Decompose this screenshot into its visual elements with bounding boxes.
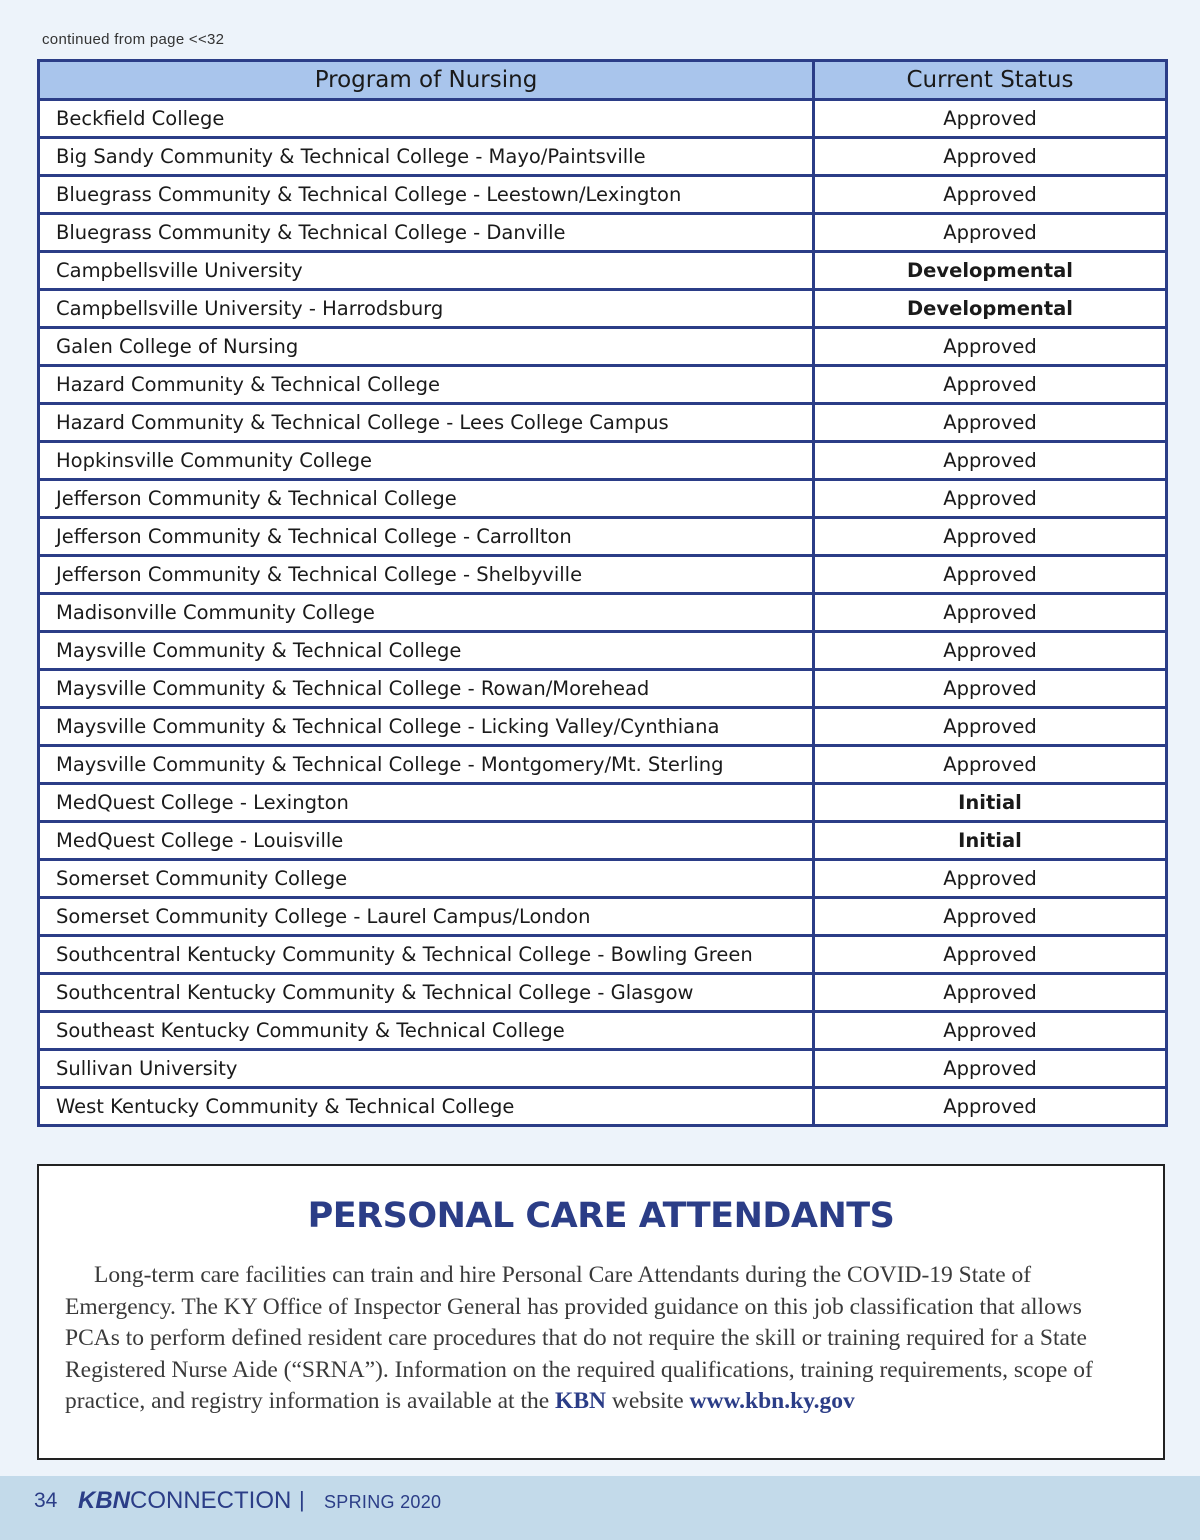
program-status: Approved xyxy=(814,974,1167,1012)
program-status: Developmental xyxy=(814,290,1167,328)
program-name: West Kentucky Community & Technical College xyxy=(39,1088,814,1126)
pca-body xyxy=(65,1260,1133,1418)
table-row xyxy=(39,1012,1167,1050)
footer-separator: | xyxy=(299,1487,305,1512)
program-name: Campbellsville University xyxy=(39,252,814,290)
table-body xyxy=(39,100,1167,1126)
program-name: Southeast Kentucky Community & Technical College xyxy=(39,1012,814,1050)
table-row xyxy=(39,214,1167,252)
program-status: Approved xyxy=(814,214,1167,252)
program-status: Approved xyxy=(814,138,1167,176)
program-status: Initial xyxy=(814,822,1167,860)
table-row xyxy=(39,442,1167,480)
table-row xyxy=(39,670,1167,708)
program-status: Approved xyxy=(814,860,1167,898)
column-header-program: Program of Nursing xyxy=(39,61,814,100)
program-name: Somerset Community College xyxy=(39,860,814,898)
table-header-row xyxy=(39,61,1167,100)
program-status: Approved xyxy=(814,708,1167,746)
publication-logo xyxy=(78,1487,291,1515)
program-status: Approved xyxy=(814,404,1167,442)
program-name: Galen College of Nursing xyxy=(39,328,814,366)
table-row xyxy=(39,366,1167,404)
program-status: Developmental xyxy=(814,252,1167,290)
program-name: Jefferson Community & Technical College - Shelbyville xyxy=(39,556,814,594)
program-name: Maysville Community & Technical College xyxy=(39,632,814,670)
program-name: Jefferson Community & Technical College - Carrollton xyxy=(39,518,814,556)
program-name: Hazard Community & Technical College - Lees College Campus xyxy=(39,404,814,442)
program-status: Approved xyxy=(814,594,1167,632)
program-name: Southcentral Kentucky Community & Technical College - Glasgow xyxy=(39,974,814,1012)
program-status: Approved xyxy=(814,556,1167,594)
table-row xyxy=(39,290,1167,328)
nursing-programs-table xyxy=(37,59,1168,1127)
pca-title: PERSONAL CARE ATTENDANTS xyxy=(307,1196,895,1236)
table-row xyxy=(39,822,1167,860)
program-name: Hopkinsville Community College xyxy=(39,442,814,480)
program-status: Approved xyxy=(814,366,1167,404)
pca-body-text: Long-term care facilities can train and hire Personal Care Attendants during the COVID-19 State of Emergency. The KY Office of Inspector General has provided guidance on this job classification that allows PCAs to perform defined resident care procedures that do not require the skill or training required for a State Registered Nurse Aide (“SRNA”). Information on the required qualifications, training requirements, scope of practice, and registry information is available at the xyxy=(65,1262,1093,1414)
program-status: Approved xyxy=(814,1012,1167,1050)
table-row xyxy=(39,556,1167,594)
program-status: Approved xyxy=(814,442,1167,480)
page-number: 34 xyxy=(34,1489,58,1512)
table-row xyxy=(39,632,1167,670)
program-name: Maysville Community & Technical College - Licking Valley/Cynthiana xyxy=(39,708,814,746)
program-status: Approved xyxy=(814,1050,1167,1088)
program-name: Somerset Community College - Laurel Campus/London xyxy=(39,898,814,936)
table-row xyxy=(39,138,1167,176)
kbn-name: KBN xyxy=(555,1388,606,1414)
program-status: Approved xyxy=(814,746,1167,784)
program-name: Southcentral Kentucky Community & Technical College - Bowling Green xyxy=(39,936,814,974)
table-row xyxy=(39,594,1167,632)
program-status: Approved xyxy=(814,1088,1167,1126)
table-row xyxy=(39,100,1167,138)
table-row xyxy=(39,1088,1167,1126)
program-name: Big Sandy Community & Technical College - Mayo/Paintsville xyxy=(39,138,814,176)
program-name: Beckfield College xyxy=(39,100,814,138)
program-status: Approved xyxy=(814,670,1167,708)
logo-connection: CONNECTION xyxy=(130,1487,292,1514)
table-row xyxy=(39,708,1167,746)
table-row xyxy=(39,518,1167,556)
table-row xyxy=(39,860,1167,898)
issue-label: SPRING 2020 xyxy=(324,1492,442,1512)
program-status: Approved xyxy=(814,176,1167,214)
table-row xyxy=(39,898,1167,936)
program-status: Approved xyxy=(814,898,1167,936)
table-row xyxy=(39,746,1167,784)
program-name: Maysville Community & Technical College - Rowan/Morehead xyxy=(39,670,814,708)
kbn-website-link[interactable]: www.kbn.ky.gov xyxy=(689,1388,855,1414)
table-row xyxy=(39,1050,1167,1088)
program-name: Maysville Community & Technical College - Montgomery/Mt. Sterling xyxy=(39,746,814,784)
program-status: Approved xyxy=(814,936,1167,974)
program-status: Initial xyxy=(814,784,1167,822)
program-name: Bluegrass Community & Technical College - Leestown/Lexington xyxy=(39,176,814,214)
page-footer xyxy=(0,1476,1200,1540)
pca-info-box xyxy=(37,1164,1165,1460)
table-row xyxy=(39,328,1167,366)
program-status: Approved xyxy=(814,100,1167,138)
program-status: Approved xyxy=(814,518,1167,556)
table-row xyxy=(39,784,1167,822)
program-name: MedQuest College - Lexington xyxy=(39,784,814,822)
table-row xyxy=(39,974,1167,1012)
table-row xyxy=(39,252,1167,290)
table-row xyxy=(39,404,1167,442)
program-name: Sullivan University xyxy=(39,1050,814,1088)
logo-kbn: KBN xyxy=(78,1487,130,1514)
program-status: Approved xyxy=(814,328,1167,366)
continued-note: continued from page <<32 xyxy=(42,31,225,48)
program-name: Campbellsville University - Harrodsburg xyxy=(39,290,814,328)
table-row xyxy=(39,936,1167,974)
program-status: Approved xyxy=(814,480,1167,518)
program-status: Approved xyxy=(814,632,1167,670)
program-name: Madisonville Community College xyxy=(39,594,814,632)
program-name: Bluegrass Community & Technical College - Danville xyxy=(39,214,814,252)
table-row xyxy=(39,480,1167,518)
column-header-status: Current Status xyxy=(814,61,1167,100)
program-name: Hazard Community & Technical College xyxy=(39,366,814,404)
website-word: website xyxy=(605,1388,690,1414)
table-row xyxy=(39,176,1167,214)
program-name: MedQuest College - Louisville xyxy=(39,822,814,860)
program-name: Jefferson Community & Technical College xyxy=(39,480,814,518)
